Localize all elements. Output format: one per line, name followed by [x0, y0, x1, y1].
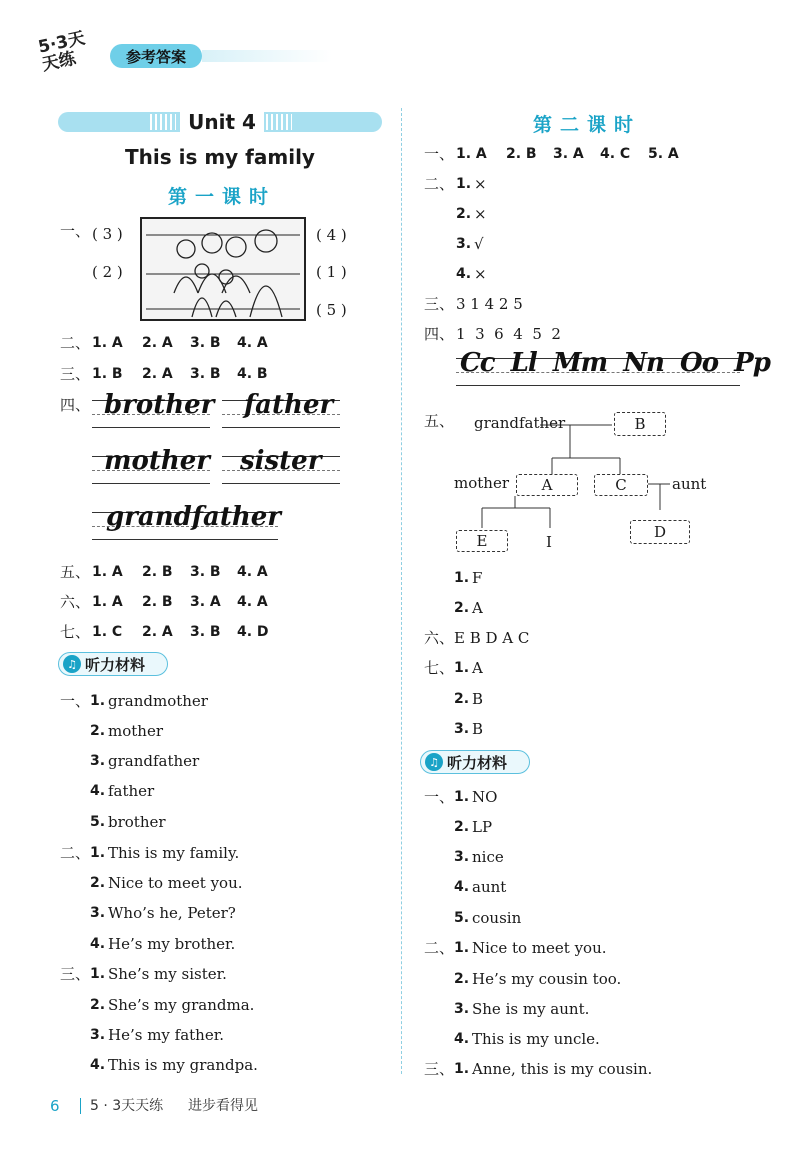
script-text: He’s my father.: [108, 1026, 225, 1044]
answer-item: 1. A: [92, 594, 123, 610]
mark-symbol: √: [474, 235, 484, 253]
answer-item: 4. A: [237, 335, 268, 351]
mark-symbol: ×: [474, 265, 487, 283]
item-number: 2.: [90, 723, 106, 739]
item-number: 2.: [454, 971, 470, 987]
item-number: 3.: [454, 849, 470, 865]
section-marker: 一、: [60, 222, 91, 240]
item-number: 4.: [90, 783, 106, 799]
section-marker: 四、: [424, 325, 455, 343]
script-text: grandmother: [108, 692, 208, 710]
answer-item: 1. C: [92, 624, 123, 640]
family-picture: [140, 217, 306, 321]
answer-text: A: [472, 599, 483, 617]
item-number: 2.: [90, 997, 106, 1013]
section-marker: 七、: [424, 659, 455, 677]
item-number: 1.: [454, 1061, 470, 1077]
item-number: 4.: [90, 1057, 106, 1073]
header-fade: [202, 50, 332, 62]
tree-box-d: D: [630, 520, 690, 544]
item-number: 1.: [90, 845, 106, 861]
section-marker: 六、: [424, 629, 455, 647]
item-number: 3.: [454, 1001, 470, 1017]
script-text: This is my uncle.: [472, 1030, 600, 1048]
script-text: cousin: [472, 909, 522, 927]
item-number: 2.: [454, 819, 470, 835]
answer-item: 4. B: [237, 366, 268, 382]
script-text: Who’s he, Peter?: [108, 904, 236, 922]
section-marker: 三、: [424, 1060, 455, 1078]
tree-label-i: I: [546, 533, 552, 551]
item-number: 1.: [90, 693, 106, 709]
script-text: LP: [472, 818, 493, 836]
tree-label-aunt: aunt: [672, 475, 707, 493]
answer-text: E B D A C: [454, 629, 530, 647]
item-number: 4.: [454, 879, 470, 895]
answer-item: 3. A: [190, 594, 221, 610]
item-number: 4.: [90, 936, 106, 952]
section-marker: 四、: [60, 396, 91, 414]
logo-mark: 5·3天天练: [36, 28, 87, 76]
item-number: 3.: [90, 905, 106, 921]
tree-label-mother: mother: [454, 474, 509, 492]
script-text: Nice to meet you.: [472, 939, 607, 957]
script-text: She’s my sister.: [108, 965, 227, 983]
match-label: ( 2 ): [92, 263, 123, 281]
answer-text: 1 3 6 4 5 2: [456, 325, 561, 343]
script-text: Anne, this is my cousin.: [472, 1060, 653, 1078]
section-marker: 三、: [60, 365, 91, 383]
answer-item: 4. A: [237, 564, 268, 580]
footer-divider: [80, 1098, 81, 1114]
item-number: 1.: [90, 966, 106, 982]
section-marker: 五、: [424, 412, 455, 430]
answer-item: 2. A: [142, 335, 173, 351]
section-marker: 三、: [60, 965, 91, 983]
item-number: 4.: [454, 1031, 470, 1047]
unit-banner-stripes-right: [266, 114, 292, 130]
answer-text: B: [472, 720, 484, 738]
answer-item: 3. B: [190, 366, 221, 382]
script-text: nice: [472, 848, 504, 866]
item-number: 1.: [454, 940, 470, 956]
answer-item: 1. B: [92, 366, 123, 382]
answer-item: 3. A: [553, 146, 584, 162]
item-number: 3.: [456, 236, 472, 252]
script-text: brother: [108, 813, 166, 831]
handwritten-letters: Cc Ll Mm Nn Oo Pp: [460, 348, 770, 378]
answer-text: F: [472, 569, 483, 587]
script-text: NO: [472, 788, 498, 806]
item-number: 1.: [456, 176, 472, 192]
match-label: ( 4 ): [316, 226, 347, 244]
section-marker: 六、: [60, 593, 91, 611]
script-text: aunt: [472, 878, 507, 896]
answer-text: 3 1 4 2 5: [456, 295, 523, 313]
handwritten-word: mother: [104, 446, 211, 476]
item-number: 3.: [90, 1027, 106, 1043]
section-marker: 二、: [424, 939, 455, 957]
script-text: father: [108, 782, 155, 800]
column-divider: [401, 108, 402, 1074]
answer-item: 2. B: [142, 564, 173, 580]
script-text: She is my aunt.: [472, 1000, 590, 1018]
answer-item: 4. D: [237, 624, 269, 640]
script-text: She’s my grandma.: [108, 996, 255, 1014]
item-number: 2.: [454, 600, 470, 616]
match-label: ( 3 ): [92, 225, 123, 243]
lesson-title-1: 第一课时: [168, 186, 277, 208]
handwritten-word: sister: [240, 446, 322, 476]
headphones-icon: ♫: [425, 753, 443, 771]
lesson-title-2: 第二课时: [533, 114, 642, 136]
answer-item: 1. A: [92, 335, 123, 351]
unit-banner-stripes-left: [150, 114, 176, 130]
section-marker: 二、: [424, 175, 455, 193]
item-number: 5.: [454, 910, 470, 926]
section-marker: 二、: [60, 844, 91, 862]
script-text: This is my family.: [108, 844, 240, 862]
footer-slogan: 进步看得见: [188, 1098, 258, 1114]
answer-item: 2. B: [506, 146, 537, 162]
tree-label-grandfather: grandfather: [474, 414, 566, 432]
script-text: Nice to meet you.: [108, 874, 243, 892]
tree-box-c: C: [594, 474, 648, 496]
answer-item: 1. A: [456, 146, 487, 162]
section-marker: 一、: [60, 692, 91, 710]
item-number: 1.: [454, 660, 470, 676]
section-marker: 二、: [60, 334, 91, 352]
tree-box-e: E: [456, 530, 508, 552]
mark-symbol: ×: [474, 175, 487, 193]
header-logo: [36, 28, 106, 76]
script-text: mother: [108, 722, 163, 740]
match-label: ( 1 ): [316, 263, 347, 281]
listening-badge: [58, 652, 168, 676]
answer-item: 2. A: [142, 366, 173, 382]
unit-subtitle: This is my family: [125, 145, 315, 169]
item-number: 2.: [454, 691, 470, 707]
handwritten-word: father: [244, 390, 334, 420]
tree-box-b: B: [614, 412, 666, 436]
script-text: He’s my brother.: [108, 935, 236, 953]
answer-item: 4. A: [237, 594, 268, 610]
item-number: 1.: [454, 789, 470, 805]
match-label: ( 5 ): [316, 301, 347, 319]
answer-item: 4. C: [600, 146, 631, 162]
item-number: 1.: [454, 570, 470, 586]
answer-item: 2. A: [142, 624, 173, 640]
section-marker: 七、: [60, 623, 91, 641]
footer-brand: 5 · 3天天练: [90, 1098, 164, 1114]
script-text: grandfather: [108, 752, 200, 770]
mark-symbol: ×: [474, 205, 487, 223]
item-number: 2.: [456, 206, 472, 222]
answer-item: 3. B: [190, 335, 221, 351]
page-number: 6: [50, 1097, 60, 1115]
section-marker: 三、: [424, 295, 455, 313]
listening-label: 听力材料: [447, 753, 508, 772]
section-marker: 五、: [60, 563, 91, 581]
answer-item: 3. B: [190, 624, 221, 640]
answer-text: A: [472, 659, 483, 677]
answer-item: 2. B: [142, 594, 173, 610]
answer-item: 3. B: [190, 564, 221, 580]
item-number: 5.: [90, 814, 106, 830]
item-number: 3.: [90, 753, 106, 769]
item-number: 3.: [454, 721, 470, 737]
answer-item: 5. A: [648, 146, 679, 162]
listening-label: 听力材料: [85, 655, 146, 674]
header-tag: 参考答案: [110, 44, 202, 68]
answer-item: 1. A: [92, 564, 123, 580]
answer-text: B: [472, 690, 484, 708]
handwritten-word: brother: [104, 390, 215, 420]
section-marker: 一、: [424, 145, 455, 163]
item-number: 2.: [90, 875, 106, 891]
tree-box-a: A: [516, 474, 578, 496]
script-text: He’s my cousin too.: [472, 970, 622, 988]
handwritten-word: grandfather: [106, 502, 281, 532]
section-marker: 一、: [424, 788, 455, 806]
script-text: This is my grandpa.: [108, 1056, 258, 1074]
listening-badge: [420, 750, 530, 774]
headphones-icon: ♫: [63, 655, 81, 673]
item-number: 4.: [456, 266, 472, 282]
unit-title: Unit 4: [180, 109, 264, 135]
